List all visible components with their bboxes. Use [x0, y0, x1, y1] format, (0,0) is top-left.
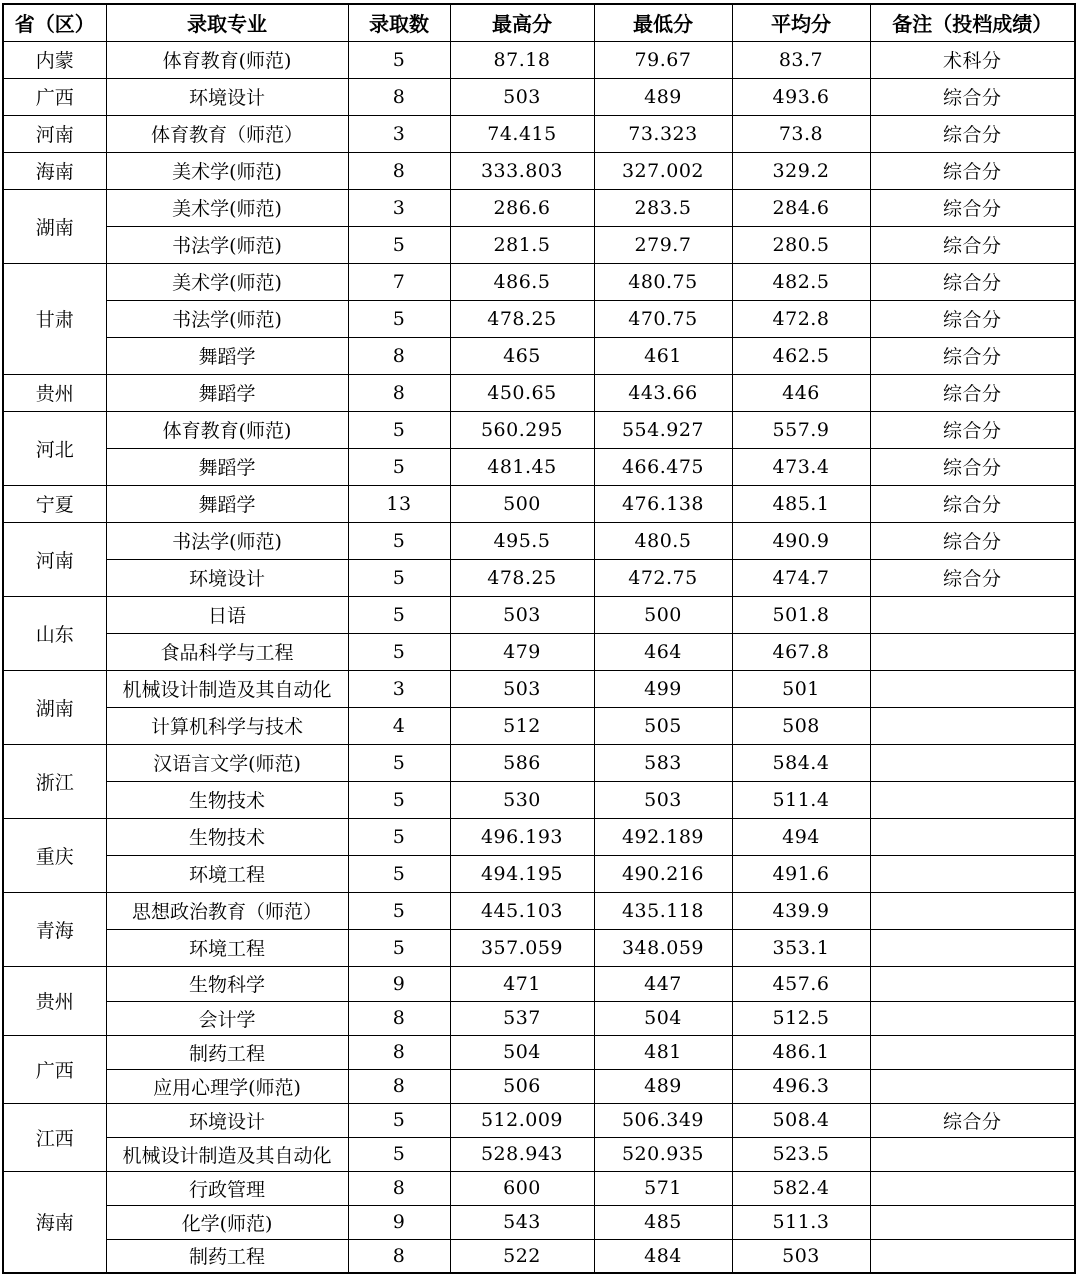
major-cell: 舞蹈学	[106, 374, 348, 411]
table-row	[3, 263, 1075, 300]
table-row	[3, 189, 1075, 226]
min-score-cell: 554.927	[594, 411, 732, 448]
count-cell: 5	[348, 522, 450, 559]
avg-score-cell: 584.4	[732, 744, 870, 781]
count-cell: 8	[348, 78, 450, 115]
avg-score-cell: 512.5	[732, 1001, 870, 1035]
min-score-cell: 480.5	[594, 522, 732, 559]
header-remark: 备注（投档成绩）	[870, 4, 1075, 41]
count-cell: 5	[348, 1137, 450, 1171]
remark-cell	[870, 596, 1075, 633]
remark-cell: 综合分	[870, 374, 1075, 411]
min-score-cell: 485	[594, 1205, 732, 1239]
avg-score-cell: 582.4	[732, 1171, 870, 1205]
max-score-cell: 530	[450, 781, 594, 818]
table-row	[3, 1001, 1075, 1035]
count-cell: 13	[348, 485, 450, 522]
avg-score-cell: 457.6	[732, 966, 870, 1001]
min-score-cell: 583	[594, 744, 732, 781]
count-cell: 5	[348, 226, 450, 263]
avg-score-cell: 467.8	[732, 633, 870, 670]
max-score-cell: 504	[450, 1035, 594, 1069]
remark-cell	[870, 1171, 1075, 1205]
count-cell: 5	[348, 855, 450, 892]
max-score-cell: 465	[450, 337, 594, 374]
avg-score-cell: 501.8	[732, 596, 870, 633]
major-cell: 生物技术	[106, 818, 348, 855]
province-cell: 山东	[3, 596, 106, 670]
table-row	[3, 226, 1075, 263]
max-score-cell: 87.18	[450, 41, 594, 78]
major-cell: 制药工程	[106, 1035, 348, 1069]
count-cell: 4	[348, 707, 450, 744]
max-score-cell: 560.295	[450, 411, 594, 448]
major-cell: 生物科学	[106, 966, 348, 1001]
province-cell: 湖南	[3, 189, 106, 263]
max-score-cell: 506	[450, 1069, 594, 1103]
min-score-cell: 481	[594, 1035, 732, 1069]
remark-cell: 综合分	[870, 300, 1075, 337]
avg-score-cell: 73.8	[732, 115, 870, 152]
min-score-cell: 470.75	[594, 300, 732, 337]
major-cell: 舞蹈学	[106, 485, 348, 522]
table-row	[3, 1137, 1075, 1171]
remark-cell: 综合分	[870, 152, 1075, 189]
count-cell: 5	[348, 781, 450, 818]
avg-score-cell: 486.1	[732, 1035, 870, 1069]
major-cell: 思想政治教育（师范）	[106, 892, 348, 929]
table-row	[3, 855, 1075, 892]
major-cell: 环境设计	[106, 78, 348, 115]
province-cell: 海南	[3, 1171, 106, 1273]
min-score-cell: 503	[594, 781, 732, 818]
major-cell: 美术学(师范)	[106, 263, 348, 300]
count-cell: 8	[348, 1001, 450, 1035]
table-row	[3, 337, 1075, 374]
province-cell: 贵州	[3, 374, 106, 411]
remark-cell: 综合分	[870, 411, 1075, 448]
remark-cell: 综合分	[870, 226, 1075, 263]
max-score-cell: 522	[450, 1239, 594, 1273]
major-cell: 体育教育(师范)	[106, 41, 348, 78]
min-score-cell: 348.059	[594, 929, 732, 966]
min-score-cell: 476.138	[594, 485, 732, 522]
province-cell: 重庆	[3, 818, 106, 892]
remark-cell	[870, 744, 1075, 781]
avg-score-cell: 511.3	[732, 1205, 870, 1239]
min-score-cell: 505	[594, 707, 732, 744]
remark-cell: 综合分	[870, 485, 1075, 522]
max-score-cell: 600	[450, 1171, 594, 1205]
province-cell: 江西	[3, 1103, 106, 1171]
table-row	[3, 1239, 1075, 1273]
table-row	[3, 115, 1075, 152]
min-score-cell: 464	[594, 633, 732, 670]
max-score-cell: 496.193	[450, 818, 594, 855]
admission-scores-table	[2, 3, 1076, 1274]
avg-score-cell: 503	[732, 1239, 870, 1273]
max-score-cell: 333.803	[450, 152, 594, 189]
major-cell: 食品科学与工程	[106, 633, 348, 670]
max-score-cell: 281.5	[450, 226, 594, 263]
header-province: 省（区）	[3, 4, 106, 41]
min-score-cell: 489	[594, 78, 732, 115]
province-cell: 浙江	[3, 744, 106, 818]
min-score-cell: 499	[594, 670, 732, 707]
table-row	[3, 1205, 1075, 1239]
table-row	[3, 152, 1075, 189]
count-cell: 5	[348, 411, 450, 448]
remark-cell: 综合分	[870, 448, 1075, 485]
count-cell: 7	[348, 263, 450, 300]
min-score-cell: 472.75	[594, 559, 732, 596]
major-cell: 书法学(师范)	[106, 522, 348, 559]
remark-cell: 术科分	[870, 41, 1075, 78]
avg-score-cell: 508.4	[732, 1103, 870, 1137]
count-cell: 5	[348, 633, 450, 670]
count-cell: 3	[348, 115, 450, 152]
header-min-score: 最低分	[594, 4, 732, 41]
major-cell: 计算机科学与技术	[106, 707, 348, 744]
major-cell: 美术学(师范)	[106, 189, 348, 226]
major-cell: 机械设计制造及其自动化	[106, 670, 348, 707]
major-cell: 书法学(师范)	[106, 300, 348, 337]
table-row	[3, 1035, 1075, 1069]
avg-score-cell: 494	[732, 818, 870, 855]
table-row	[3, 1103, 1075, 1137]
province-cell: 广西	[3, 78, 106, 115]
max-score-cell: 74.415	[450, 115, 594, 152]
avg-score-cell: 496.3	[732, 1069, 870, 1103]
min-score-cell: 504	[594, 1001, 732, 1035]
avg-score-cell: 439.9	[732, 892, 870, 929]
min-score-cell: 443.66	[594, 374, 732, 411]
avg-score-cell: 493.6	[732, 78, 870, 115]
major-cell: 舞蹈学	[106, 337, 348, 374]
major-cell: 书法学(师范)	[106, 226, 348, 263]
table-row	[3, 300, 1075, 337]
table-row	[3, 707, 1075, 744]
remark-cell	[870, 1069, 1075, 1103]
remark-cell	[870, 1001, 1075, 1035]
min-score-cell: 466.475	[594, 448, 732, 485]
count-cell: 5	[348, 1103, 450, 1137]
province-cell: 甘肃	[3, 263, 106, 374]
table-row	[3, 892, 1075, 929]
major-cell: 日语	[106, 596, 348, 633]
remark-cell: 综合分	[870, 263, 1075, 300]
major-cell: 应用心理学(师范)	[106, 1069, 348, 1103]
province-cell: 湖南	[3, 670, 106, 744]
remark-cell	[870, 707, 1075, 744]
max-score-cell: 543	[450, 1205, 594, 1239]
count-cell: 5	[348, 448, 450, 485]
max-score-cell: 494.195	[450, 855, 594, 892]
count-cell: 5	[348, 892, 450, 929]
min-score-cell: 500	[594, 596, 732, 633]
min-score-cell: 461	[594, 337, 732, 374]
header-major: 录取专业	[106, 4, 348, 41]
major-cell: 生物技术	[106, 781, 348, 818]
count-cell: 5	[348, 929, 450, 966]
min-score-cell: 447	[594, 966, 732, 1001]
min-score-cell: 283.5	[594, 189, 732, 226]
major-cell: 美术学(师范)	[106, 152, 348, 189]
max-score-cell: 478.25	[450, 559, 594, 596]
table-body	[3, 41, 1075, 1273]
avg-score-cell: 523.5	[732, 1137, 870, 1171]
major-cell: 舞蹈学	[106, 448, 348, 485]
major-cell: 行政管理	[106, 1171, 348, 1205]
max-score-cell: 503	[450, 670, 594, 707]
max-score-cell: 478.25	[450, 300, 594, 337]
province-cell: 贵州	[3, 966, 106, 1035]
province-cell: 广西	[3, 1035, 106, 1103]
table-row	[3, 41, 1075, 78]
remark-cell: 综合分	[870, 189, 1075, 226]
count-cell: 5	[348, 559, 450, 596]
remark-cell	[870, 1137, 1075, 1171]
min-score-cell: 484	[594, 1239, 732, 1273]
avg-score-cell: 490.9	[732, 522, 870, 559]
count-cell: 8	[348, 337, 450, 374]
table-row	[3, 818, 1075, 855]
count-cell: 8	[348, 1239, 450, 1273]
remark-cell: 综合分	[870, 559, 1075, 596]
max-score-cell: 512	[450, 707, 594, 744]
province-cell: 青海	[3, 892, 106, 966]
min-score-cell: 279.7	[594, 226, 732, 263]
max-score-cell: 586	[450, 744, 594, 781]
table-row	[3, 78, 1075, 115]
min-score-cell: 489	[594, 1069, 732, 1103]
remark-cell	[870, 892, 1075, 929]
table-row	[3, 485, 1075, 522]
avg-score-cell: 353.1	[732, 929, 870, 966]
remark-cell	[870, 1035, 1075, 1069]
province-cell: 河南	[3, 522, 106, 596]
avg-score-cell: 83.7	[732, 41, 870, 78]
major-cell: 会计学	[106, 1001, 348, 1035]
count-cell: 5	[348, 300, 450, 337]
major-cell: 体育教育(师范)	[106, 411, 348, 448]
remark-cell	[870, 929, 1075, 966]
avg-score-cell: 482.5	[732, 263, 870, 300]
avg-score-cell: 329.2	[732, 152, 870, 189]
major-cell: 环境设计	[106, 559, 348, 596]
remark-cell	[870, 855, 1075, 892]
avg-score-cell: 557.9	[732, 411, 870, 448]
avg-score-cell: 280.5	[732, 226, 870, 263]
count-cell: 5	[348, 41, 450, 78]
count-cell: 5	[348, 744, 450, 781]
province-cell: 河北	[3, 411, 106, 485]
count-cell: 3	[348, 670, 450, 707]
major-cell: 汉语言文学(师范)	[106, 744, 348, 781]
avg-score-cell: 501	[732, 670, 870, 707]
remark-cell	[870, 633, 1075, 670]
major-cell: 机械设计制造及其自动化	[106, 1137, 348, 1171]
max-score-cell: 500	[450, 485, 594, 522]
table-row	[3, 781, 1075, 818]
count-cell: 5	[348, 596, 450, 633]
header-row	[3, 4, 1075, 41]
table-row	[3, 1069, 1075, 1103]
province-cell: 河南	[3, 115, 106, 152]
remark-cell	[870, 1239, 1075, 1273]
max-score-cell: 503	[450, 78, 594, 115]
table-row	[3, 374, 1075, 411]
table-row	[3, 559, 1075, 596]
max-score-cell: 471	[450, 966, 594, 1001]
province-cell: 内蒙	[3, 41, 106, 78]
max-score-cell: 537	[450, 1001, 594, 1035]
major-cell: 环境工程	[106, 929, 348, 966]
table-row	[3, 929, 1075, 966]
province-cell: 宁夏	[3, 485, 106, 522]
count-cell: 8	[348, 152, 450, 189]
max-score-cell: 357.059	[450, 929, 594, 966]
table-row	[3, 522, 1075, 559]
table-row	[3, 670, 1075, 707]
remark-cell: 综合分	[870, 78, 1075, 115]
remark-cell	[870, 781, 1075, 818]
table-row	[3, 633, 1075, 670]
min-score-cell: 506.349	[594, 1103, 732, 1137]
max-score-cell: 481.45	[450, 448, 594, 485]
avg-score-cell: 284.6	[732, 189, 870, 226]
table-row	[3, 1171, 1075, 1205]
max-score-cell: 450.65	[450, 374, 594, 411]
avg-score-cell: 472.8	[732, 300, 870, 337]
max-score-cell: 486.5	[450, 263, 594, 300]
major-cell: 环境设计	[106, 1103, 348, 1137]
major-cell: 化学(师范)	[106, 1205, 348, 1239]
min-score-cell: 571	[594, 1171, 732, 1205]
remark-cell: 综合分	[870, 1103, 1075, 1137]
count-cell: 8	[348, 1035, 450, 1069]
remark-cell: 综合分	[870, 522, 1075, 559]
count-cell: 8	[348, 374, 450, 411]
header-max-score: 最高分	[450, 4, 594, 41]
remark-cell	[870, 1205, 1075, 1239]
max-score-cell: 512.009	[450, 1103, 594, 1137]
avg-score-cell: 511.4	[732, 781, 870, 818]
table-row	[3, 596, 1075, 633]
remark-cell	[870, 818, 1075, 855]
remark-cell: 综合分	[870, 115, 1075, 152]
table-row	[3, 411, 1075, 448]
avg-score-cell: 473.4	[732, 448, 870, 485]
province-cell: 海南	[3, 152, 106, 189]
count-cell: 3	[348, 189, 450, 226]
major-cell: 制药工程	[106, 1239, 348, 1273]
avg-score-cell: 508	[732, 707, 870, 744]
remark-cell: 综合分	[870, 337, 1075, 374]
count-cell: 9	[348, 966, 450, 1001]
count-cell: 8	[348, 1069, 450, 1103]
avg-score-cell: 462.5	[732, 337, 870, 374]
min-score-cell: 435.118	[594, 892, 732, 929]
remark-cell	[870, 670, 1075, 707]
count-cell: 8	[348, 1171, 450, 1205]
max-score-cell: 495.5	[450, 522, 594, 559]
major-cell: 环境工程	[106, 855, 348, 892]
max-score-cell: 479	[450, 633, 594, 670]
max-score-cell: 528.943	[450, 1137, 594, 1171]
major-cell: 体育教育（师范）	[106, 115, 348, 152]
remark-cell	[870, 966, 1075, 1001]
min-score-cell: 73.323	[594, 115, 732, 152]
min-score-cell: 520.935	[594, 1137, 732, 1171]
min-score-cell: 480.75	[594, 263, 732, 300]
min-score-cell: 327.002	[594, 152, 732, 189]
max-score-cell: 503	[450, 596, 594, 633]
avg-score-cell: 485.1	[732, 485, 870, 522]
avg-score-cell: 474.7	[732, 559, 870, 596]
min-score-cell: 79.67	[594, 41, 732, 78]
table-row	[3, 744, 1075, 781]
min-score-cell: 492.189	[594, 818, 732, 855]
max-score-cell: 445.103	[450, 892, 594, 929]
avg-score-cell: 491.6	[732, 855, 870, 892]
max-score-cell: 286.6	[450, 189, 594, 226]
avg-score-cell: 446	[732, 374, 870, 411]
table-row	[3, 448, 1075, 485]
header-avg-score: 平均分	[732, 4, 870, 41]
count-cell: 5	[348, 818, 450, 855]
table-row	[3, 966, 1075, 1001]
header-count: 录取数	[348, 4, 450, 41]
count-cell: 9	[348, 1205, 450, 1239]
min-score-cell: 490.216	[594, 855, 732, 892]
